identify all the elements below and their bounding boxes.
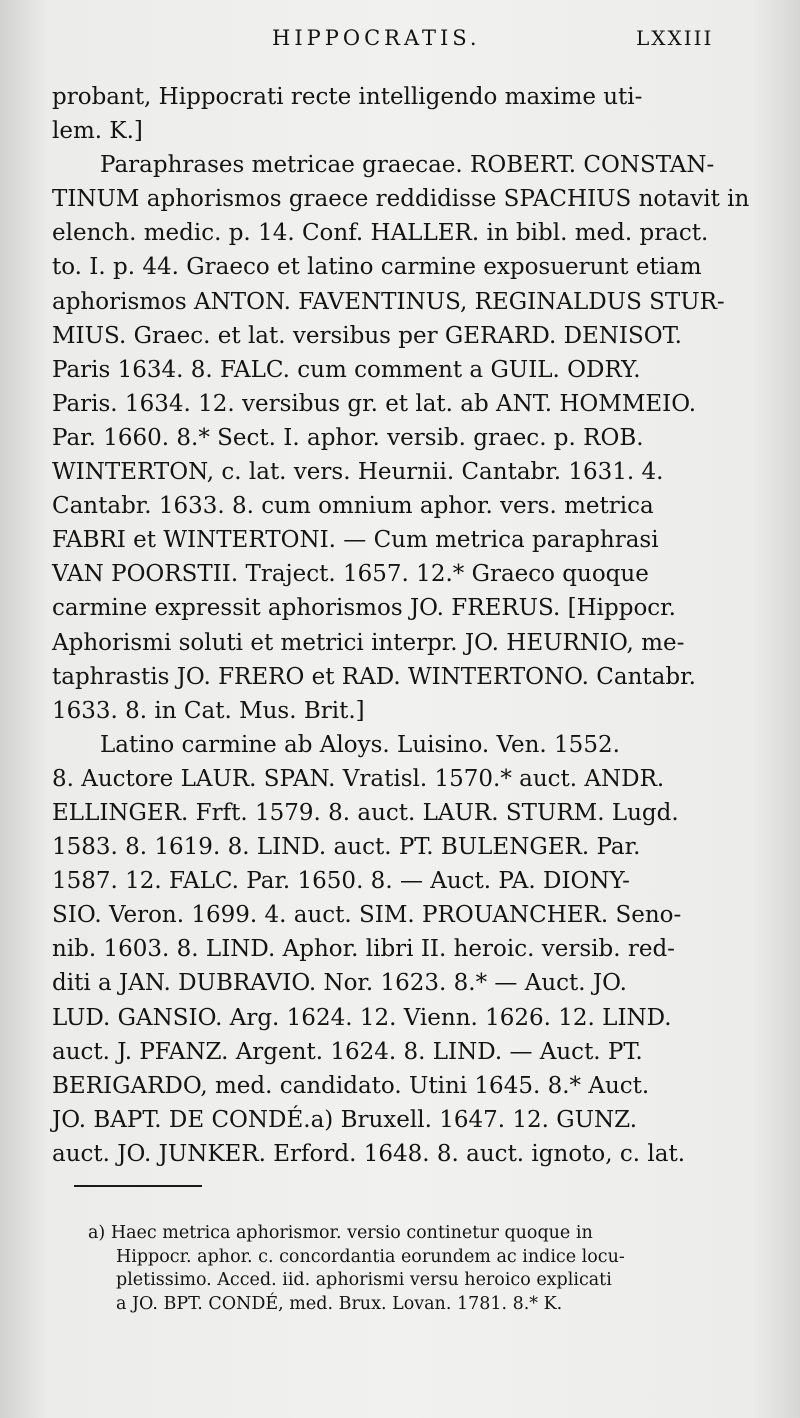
paragraph-first-line: Latino carmine ab Aloys. Luisino. Ven. 1552. <box>100 731 620 758</box>
footnote-line: a JO. BPT. CONDÉ, med. Brux. Lovan. 1781. 8.* K. <box>116 1293 563 1314</box>
text-line: taphrastis JO. FRERO et RAD. WINTERTONO. Cantabr. <box>52 663 696 690</box>
text-line: TINUM aphorismos graece reddidisse SPACHIUS notavit in <box>52 186 750 213</box>
text-line: aphorismos ANTON. FAVENTINUS, REGINALDUS STUR- <box>52 288 725 315</box>
text-line: 1587. 12. FALC. Par. 1650. 8. — Auct. PA. DIONY- <box>52 868 630 895</box>
text-line: MIUS. Graec. et lat. versibus per GERARD. DENISOT. <box>52 322 682 349</box>
text-line: nib. 1603. 8. LIND. Aphor. libri II. heroic. versib. red- <box>52 936 675 963</box>
text-line: to. I. p. 44. Graeco et latino carmine exposuerunt etiam <box>52 254 702 281</box>
footnote-line: a) Haec metrica aphorismor. versio continetur quoque in <box>88 1223 593 1243</box>
text-line: Paris. 1634. 12. versibus gr. et lat. ab ANT. HOMMEIO. <box>52 390 697 417</box>
text-line: auct. JO. JUNKER. Erford. 1648. 8. auct. ignoto, c. lat. <box>52 1140 686 1167</box>
text-line: lem. K.] <box>52 118 143 145</box>
text-line: Cantabr. 1633. 8. cum omnium aphor. vers. metrica <box>52 493 654 520</box>
text-line: Par. 1660. 8.* Sect. I. aphor. versib. graec. p. ROB. <box>52 424 644 451</box>
text-line: FABRI et WINTERTONI. — Cum metrica paraphrasi <box>52 527 659 554</box>
page-header <box>0 26 800 56</box>
text-line: ELLINGER. Frft. 1579. 8. auct. LAUR. STURM. Lugd. <box>52 799 679 826</box>
text-line: JO. BAPT. DE CONDÉ.a) Bruxell. 1647. 12. GUNZ. <box>52 1106 638 1133</box>
paragraph-first-line: Paraphrases metricae graecae. ROBERT. CONSTAN- <box>100 152 715 179</box>
footnote-line: pletissimo. Acced. iid. aphorismi versu heroico explicati <box>116 1270 612 1290</box>
text-line: 8. Auctore LAUR. SPAN. Vratisl. 1570.* auct. ANDR. <box>52 765 665 792</box>
text-line: BERIGARDO, med. candidato. Utini 1645. 8.* Auct. <box>52 1072 650 1099</box>
footnote <box>88 1222 778 1316</box>
text-line: Aphorismi soluti et metrici interpr. JO. HEURNIO, me- <box>52 629 685 656</box>
main-text <box>52 80 750 1171</box>
page-number: LXXIII <box>636 26 714 50</box>
text-line: LUD. GANSIO. Arg. 1624. 12. Vienn. 1626. 12. LIND. <box>52 1004 672 1031</box>
text-line: Paris 1634. 8. FALC. cum comment a GUIL. ODRY. <box>52 356 641 383</box>
text-line: elench. medic. p. 14. Conf. HALLER. in bibl. med. pract. <box>52 220 709 247</box>
text-line: SIO. Veron. 1699. 4. auct. SIM. PROUANCHER. Seno- <box>52 902 682 929</box>
text-line: diti a JAN. DUBRAVIO. Nor. 1623. 8.* — Auct. JO. <box>52 970 627 997</box>
text-line: WINTERTON, c. lat. vers. Heurnii. Cantabr. 1631. 4. <box>52 459 664 486</box>
text-line: probant, Hippocrati recte intelligendo maxime uti- <box>52 84 643 110</box>
text-line: 1633. 8. in Cat. Mus. Brit.] <box>52 697 365 724</box>
footnote-line: Hippocr. aphor. c. concordantia eorundem ac indice locu- <box>116 1246 625 1267</box>
running-title: HIPPOCRATIS. <box>272 26 481 50</box>
text-line: carmine expressit aphorismos JO. FRERUS. [Hippocr. <box>52 595 676 622</box>
text-line: auct. J. PFANZ. Argent. 1624. 8. LIND. — Auct. PT. <box>52 1038 643 1065</box>
text-line: 1583. 8. 1619. 8. LIND. auct. PT. BULENGER. Par. <box>52 834 641 861</box>
text-line: VAN POORSTII. Traject. 1657. 12.* Graeco quoque <box>52 561 649 588</box>
footnote-separator <box>74 1185 202 1187</box>
